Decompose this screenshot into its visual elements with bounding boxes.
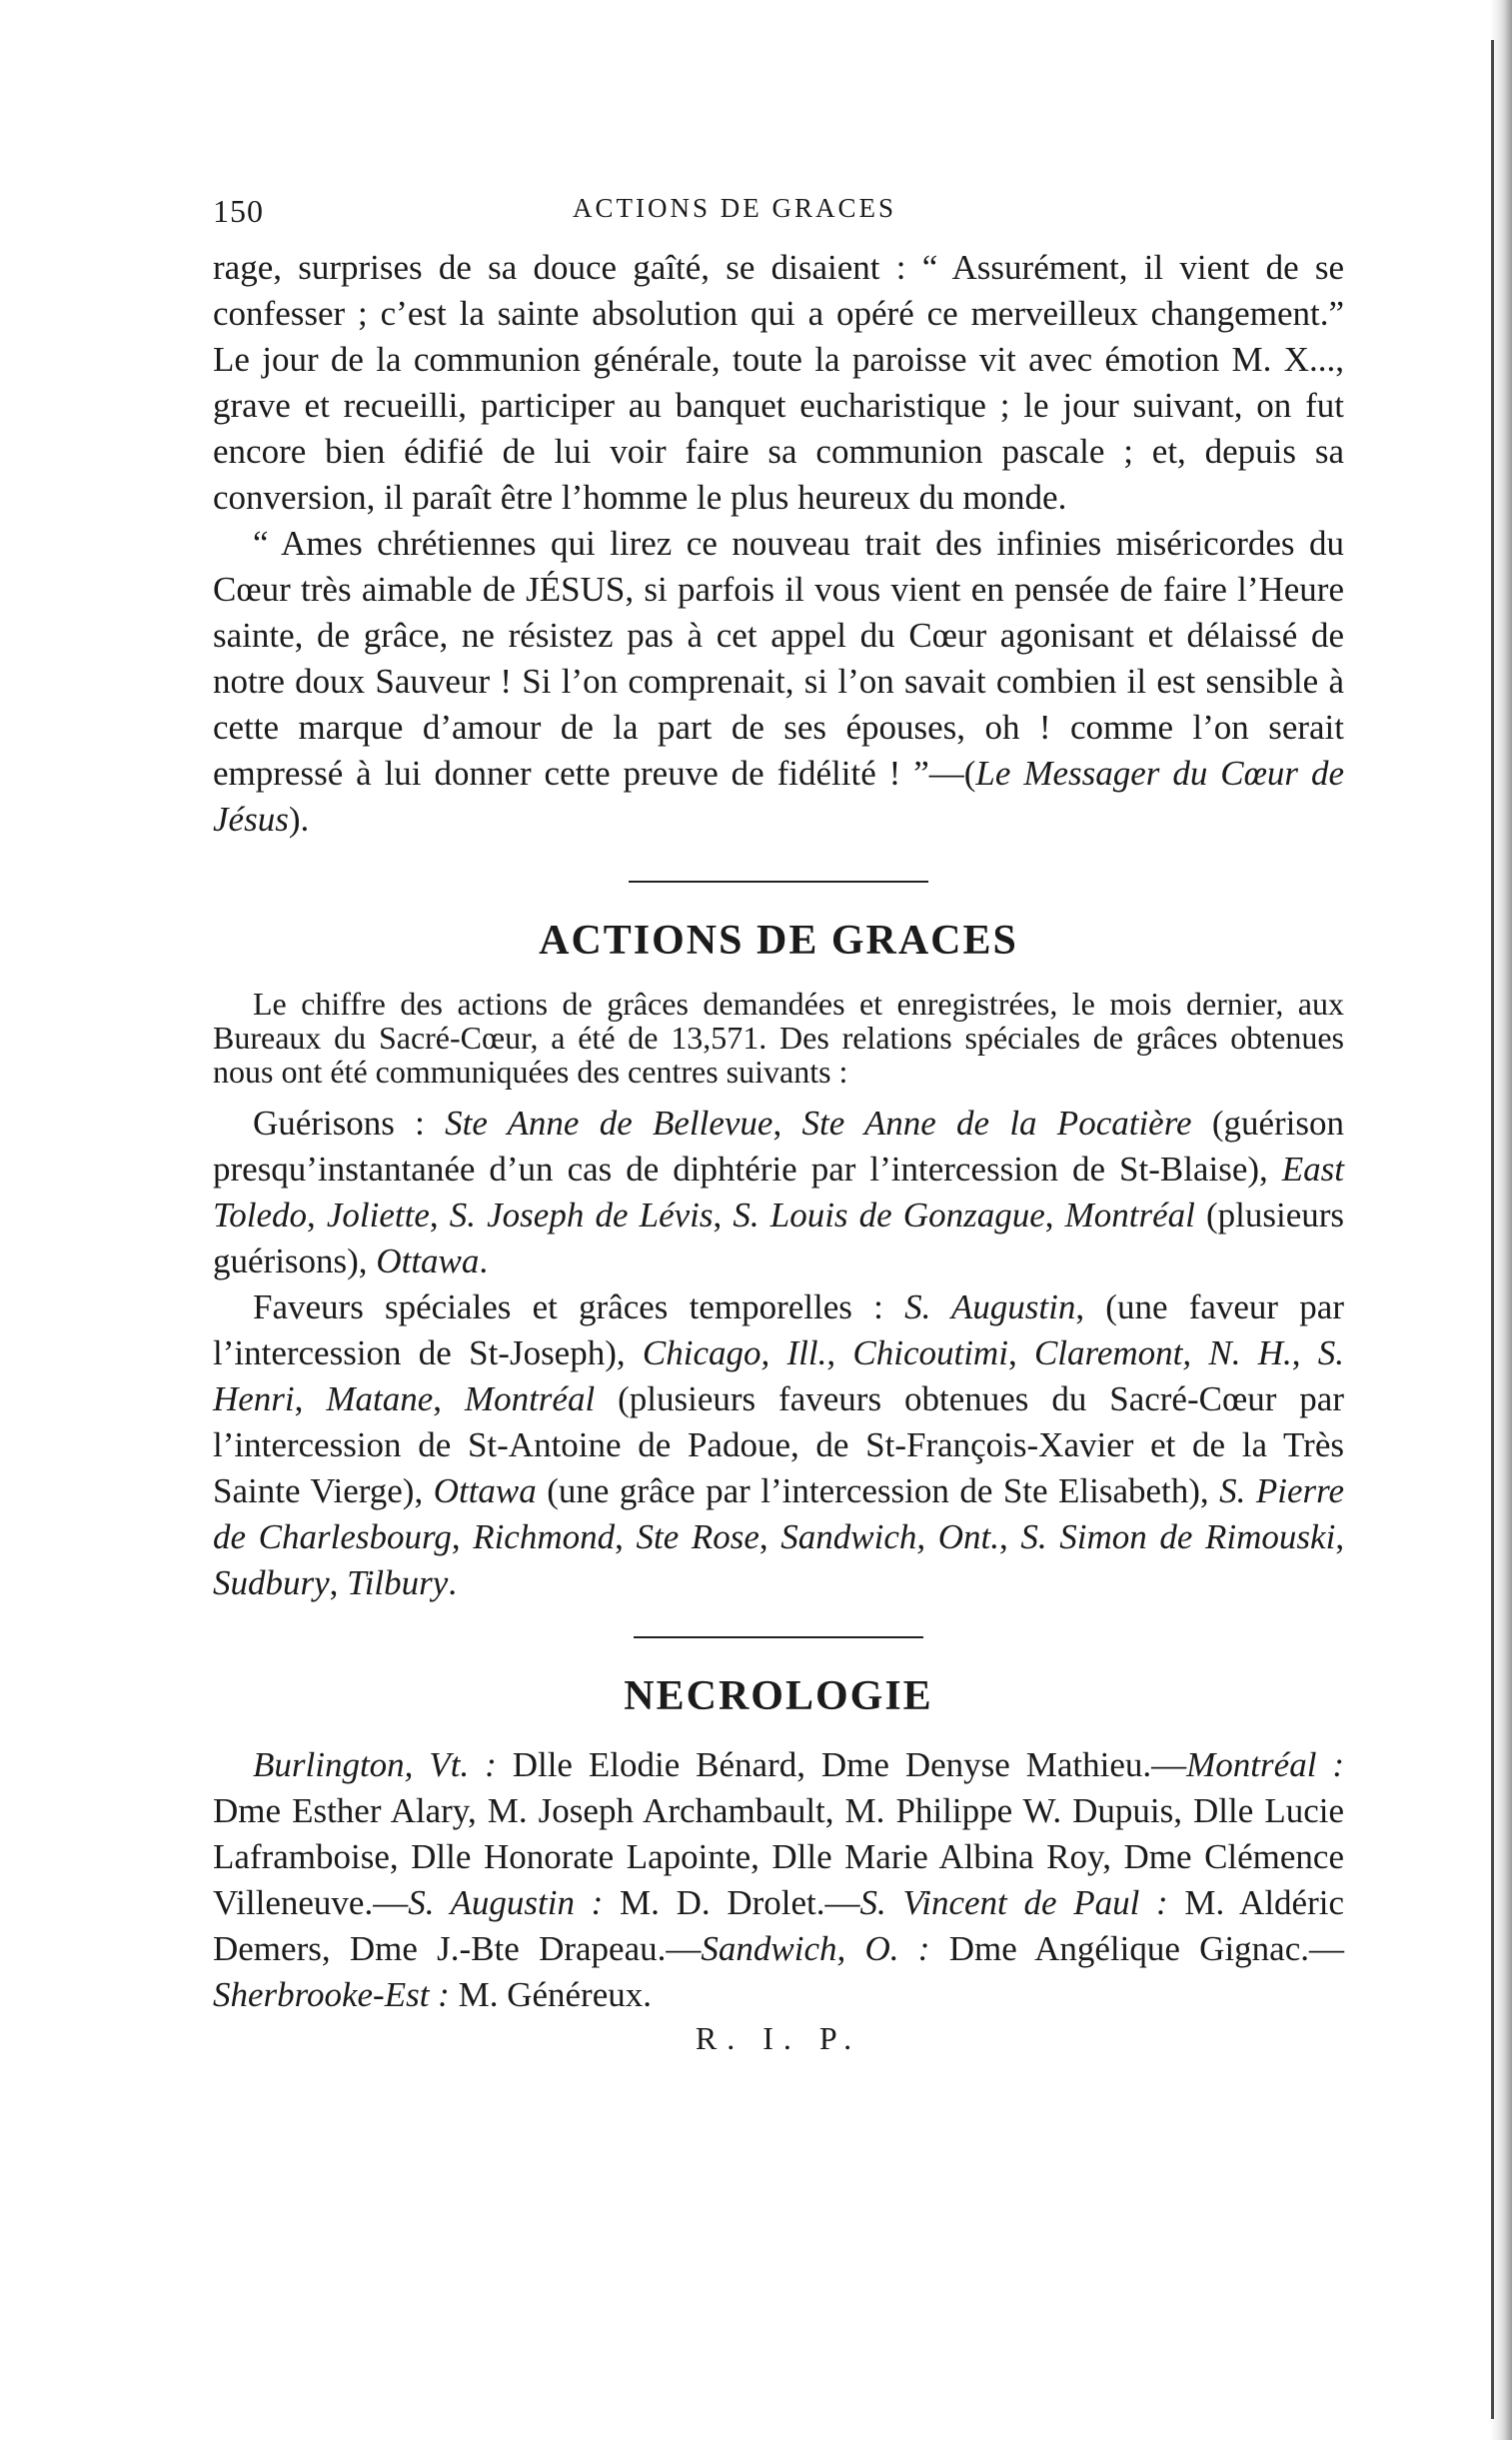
faveurs-paragraph <box>213 1284 1344 1606</box>
separator: , <box>451 1517 474 1556</box>
place-name: Sandwich, Ont. <box>780 1517 1000 1556</box>
place-name: Claremont, N. H. <box>1033 1333 1292 1372</box>
place-name: S. Pierre de Charlesbourg <box>213 1471 1344 1556</box>
place-name: S. Vincent de Paul : <box>859 1883 1168 1922</box>
place-name: Chicoutimi <box>852 1333 1008 1372</box>
place-name: Ottawa <box>376 1241 480 1280</box>
rip-closing: R. I. P. <box>695 2020 862 2056</box>
place-name: Chicago, Ill. <box>642 1333 827 1372</box>
place-name: Sherbrooke-Est : <box>213 1975 450 2014</box>
deceased-names: M. D. Drolet.— <box>603 1883 860 1922</box>
separator: , <box>1044 1196 1065 1234</box>
guerison-note: (guérison presqu’instantanée d’un cas de diphtérie par l’intercession de St-Blaise), <box>213 1104 1345 1189</box>
place-name: East Toledo <box>213 1150 1344 1234</box>
separator: , <box>772 1104 802 1143</box>
place-name: Montréal <box>464 1379 596 1418</box>
citation-close: ). <box>288 800 310 839</box>
separator: , <box>294 1379 327 1418</box>
deceased-names: M. Aldéric Demers, Dme J.-Bte Drapeau.— <box>213 1883 1345 1968</box>
separator: , <box>429 1196 450 1234</box>
deceased-names: Dlle Elodie Bénard, Dme Denyse Mathieu.— <box>496 1745 1187 1784</box>
separator: , <box>713 1196 734 1234</box>
separator: , <box>615 1517 637 1556</box>
separator: , <box>1291 1333 1318 1372</box>
place-name: Matane <box>326 1379 434 1418</box>
section-divider <box>634 1636 923 1638</box>
faveur-note: (une grâce par l’intercession de Ste Elisabeth), <box>536 1471 1220 1510</box>
deceased-names: Dme Angélique Gignac.— <box>929 1929 1345 1968</box>
deceased-names: M. Généreux. <box>449 1975 652 2014</box>
running-title: ACTIONS DE GRACES <box>573 193 897 223</box>
place-name: S. Augustin : <box>408 1883 604 1922</box>
place-name: S. Henri <box>213 1333 1345 1418</box>
place-name: Ottawa <box>433 1471 537 1510</box>
appeal-paragraph <box>213 521 1344 843</box>
guerisons-label: Guérisons : <box>253 1104 446 1143</box>
source-citation: Le Messager du Cœur de Jésus <box>213 754 1344 839</box>
place-name: Sudbury <box>213 1563 330 1602</box>
faveur-note: (plusieurs faveurs obtenues du Sacré-Cœur par l’intercession de St-Antoine de Padoue, de St-François-Xavier et de la Très Sainte Vierge), <box>213 1379 1345 1510</box>
place-name: Sandwich, O. : <box>701 1929 930 1968</box>
guerisons-paragraph <box>213 1101 1344 1284</box>
section-heading-actions-de-graces: ACTIONS DE GRACES <box>539 918 1018 964</box>
page-content <box>213 185 1344 2057</box>
separator: , <box>1335 1517 1345 1556</box>
place-name: Richmond <box>473 1517 616 1556</box>
guerison-note: (plusieurs guérisons), <box>213 1196 1345 1280</box>
separator: . <box>448 1563 458 1602</box>
place-name: S. Augustin <box>904 1287 1076 1326</box>
faveur-note: , (une faveur par l’intercession de St-Joseph), <box>213 1287 1344 1372</box>
place-name: Ste Rose <box>636 1517 759 1556</box>
appeal-text: “ Ames chrétiennes qui lirez ce nouveau trait des infinies miséricordes du Cœur très aimable de JÉSUS, si parfois il vous vient en pensée de faire l’Heure sainte, de grâce, ne résistez pas à cet appel du Cœur agonisant et délaissé de notre doux Sauveur ! Si l’on comprenait, si l’on savait combien il est sensible à cette marque d’amour de la part de ses épouses, oh ! comme l’on serait empressé à lui donner cette preuve de fidélité ! ”—( <box>213 524 1344 793</box>
place-name: S. Joseph de Lévis <box>449 1196 714 1234</box>
graces-intro-paragraph: Le chiffre des actions de grâces demandées et enregistrées, le mois dernier, aux Bureaux du Sacré-Cœur, a été de 13,571. Des relations spéciales de grâces obtenues nous ont été communiquées des centres suivants : <box>213 986 1344 1090</box>
section-heading-necrologie: NECROLOGIE <box>624 1673 933 1719</box>
separator: , <box>433 1379 465 1418</box>
separator: , <box>329 1563 348 1602</box>
necrologie-paragraph <box>213 1742 1344 2018</box>
section-divider <box>629 881 928 883</box>
faveurs-label: Faveurs spéciales et grâces temporelles : <box>253 1287 905 1326</box>
place-name: Ste Anne de Bellevue <box>445 1104 773 1143</box>
place-name: Burlington, Vt. : <box>253 1745 497 1784</box>
place-name: Ste Anne de la Pocatière <box>801 1104 1192 1143</box>
separator: , <box>758 1517 781 1556</box>
separator: , <box>826 1333 853 1372</box>
place-name: S. Simon de Rimouski <box>1020 1517 1336 1556</box>
continued-paragraph: rage, surprises de sa douce gaîté, se disaient : “ Assurément, il vient de se confesser ; c’est la sainte absolution qui a opéré ce merveilleux changement.” Le jour de la communion générale, toute la paroisse vit avec émotion M. X..., grave et recueilli, participer au banquet eucharistique ; le jour suivant, on fut encore bien édifié de lui voir faire sa communion pascale ; et, depuis sa conversion, il paraît être l’homme le plus heureux du monde. <box>213 248 1344 517</box>
running-head <box>213 185 1344 245</box>
separator: , <box>307 1196 327 1234</box>
binding-edge-line <box>1491 40 1494 2419</box>
deceased-names: Dme Esther Alary, M. Joseph Archambault, M. Philippe W. Dupuis, Dlle Lucie Laframboise, Dlle Honorate Lapointe, Dlle Marie Albina Roy, Dme Clémence Villeneuve.— <box>213 1791 1344 1922</box>
separator: . <box>479 1241 489 1280</box>
place-name: Montréal <box>1064 1196 1195 1234</box>
page-number: 150 <box>213 193 264 229</box>
place-name: Joliette <box>326 1196 430 1234</box>
place-name: Tilbury <box>347 1563 449 1602</box>
separator: , <box>1007 1333 1034 1372</box>
place-name: Montréal : <box>1186 1745 1344 1784</box>
separator: , <box>999 1517 1021 1556</box>
place-name: S. Louis de Gonzague <box>733 1196 1045 1234</box>
